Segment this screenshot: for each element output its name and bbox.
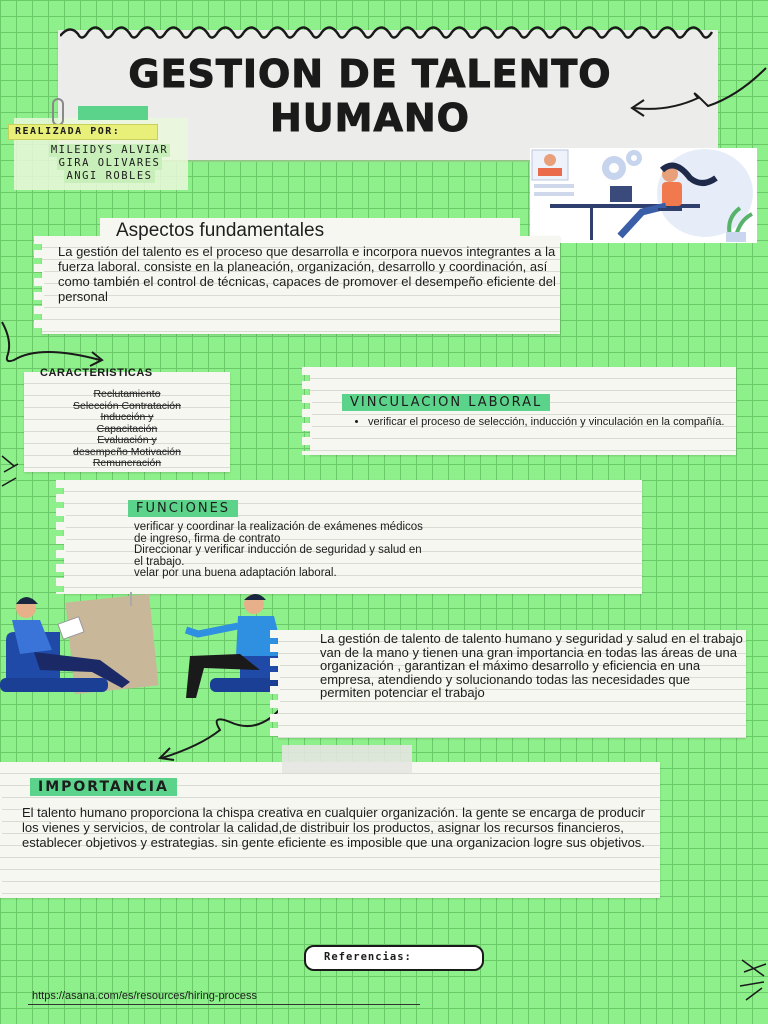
interview-people-icon [0,590,310,715]
author-name: GIRA OLIVARES [58,157,161,169]
funciones-line: de ingreso, firma de contrato [134,532,281,545]
reference-link[interactable]: https://asana.com/es/resources/hiring-process [32,990,257,1002]
caracteristicas-title [40,367,190,383]
list-item: Remuneración [92,457,162,469]
aspectos-title-box [100,218,520,244]
aspectos-title: Aspectos fundamentales [116,220,325,241]
realizada-box [8,124,158,140]
curved-arrow-icon [150,700,290,762]
referencias-box [304,945,484,971]
caracteristicas-list [32,389,222,470]
list-item: Inducción y [100,411,154,423]
list-item: Selección Contratación [73,399,181,412]
authors-list [22,144,197,183]
desk-illustration [530,148,757,243]
page-title: GESTION DE TALENTO HUMANO [128,52,612,140]
aspectos-text: La gestión del talento es el proceso que desarrolla e incorpora nuevos integrantes a la fuerza laboral. consiste en la planeación, organización, desarrollo y coordinación, así como también el control de técnicas, capaces de promover el desempeño eficiente del personal [58,244,556,304]
scribble-icon [738,956,768,1004]
author-name: ANGI ROBLES [66,170,153,182]
funciones-title: FUNCIONES [128,500,238,517]
list-item: Evaluación y [97,434,157,446]
importancia-title: IMPORTANCIA [30,778,177,796]
funciones-line: verificar y coordinar la realización de exámenes médicos [134,521,423,533]
curly-arrow-icon [0,320,110,368]
aspectos-paper [42,236,560,334]
scribble-icon [0,452,20,492]
link-underline [28,1004,420,1005]
importancia-text: El talento humano proporciona la chispa creativa en cualquier organización. la gente se encarga de producir los vienes y servicios, de controlar la calidad,de distribuir los productos, asignar los recursos financieros, establecer objetivos y estrategias. sin gente eficiente es imposible que una organizacion logre sus objetivos. [22,805,645,850]
funciones-text [134,522,634,580]
funciones-line: el trabajo. [134,555,185,568]
vinculacion-bullet [354,416,734,428]
referencias-label: Referencias: [324,951,412,963]
tape-strip [282,745,412,773]
list-item: Capacitación [96,422,158,435]
caracteristicas-title-text: CARACTERISTICAS [40,367,153,379]
curved-arrow-icon [628,66,768,126]
funciones-line: velar por una buena adaptación laboral. [134,567,337,579]
gestion-text: La gestión de talento de talento humano y seguridad y salud en el trabajo van de la mano y tienen una gran importancia en todas las áreas de una organización , garantizan el máximo desarrollo y eficiencia en una empresa, atendiendo y solucionando todas las necesidades que permiten potenciar el trabajo [320,631,743,701]
list-item: desempeño Motivación [73,445,181,458]
decorative-loops [60,22,720,46]
vinculacion-paper [310,367,736,455]
author-name: MILEIDYS ALVIAR [50,144,169,156]
paperclip-icon [52,98,64,126]
vinculacion-title: VINCULACION LABORAL [342,394,550,411]
realizada-label: REALIZADA POR: [15,126,121,137]
woman-at-laptop-icon [530,148,757,243]
funciones-line: Direccionar y verificar inducción de seguridad y salud en [134,544,422,556]
list-item: • verificar el proceso de selección, inducción y vinculación en la compañía. [368,416,734,428]
tape-strip [78,106,148,120]
list-item: Reclutamiento [93,388,161,400]
interview-illustration [0,590,310,715]
